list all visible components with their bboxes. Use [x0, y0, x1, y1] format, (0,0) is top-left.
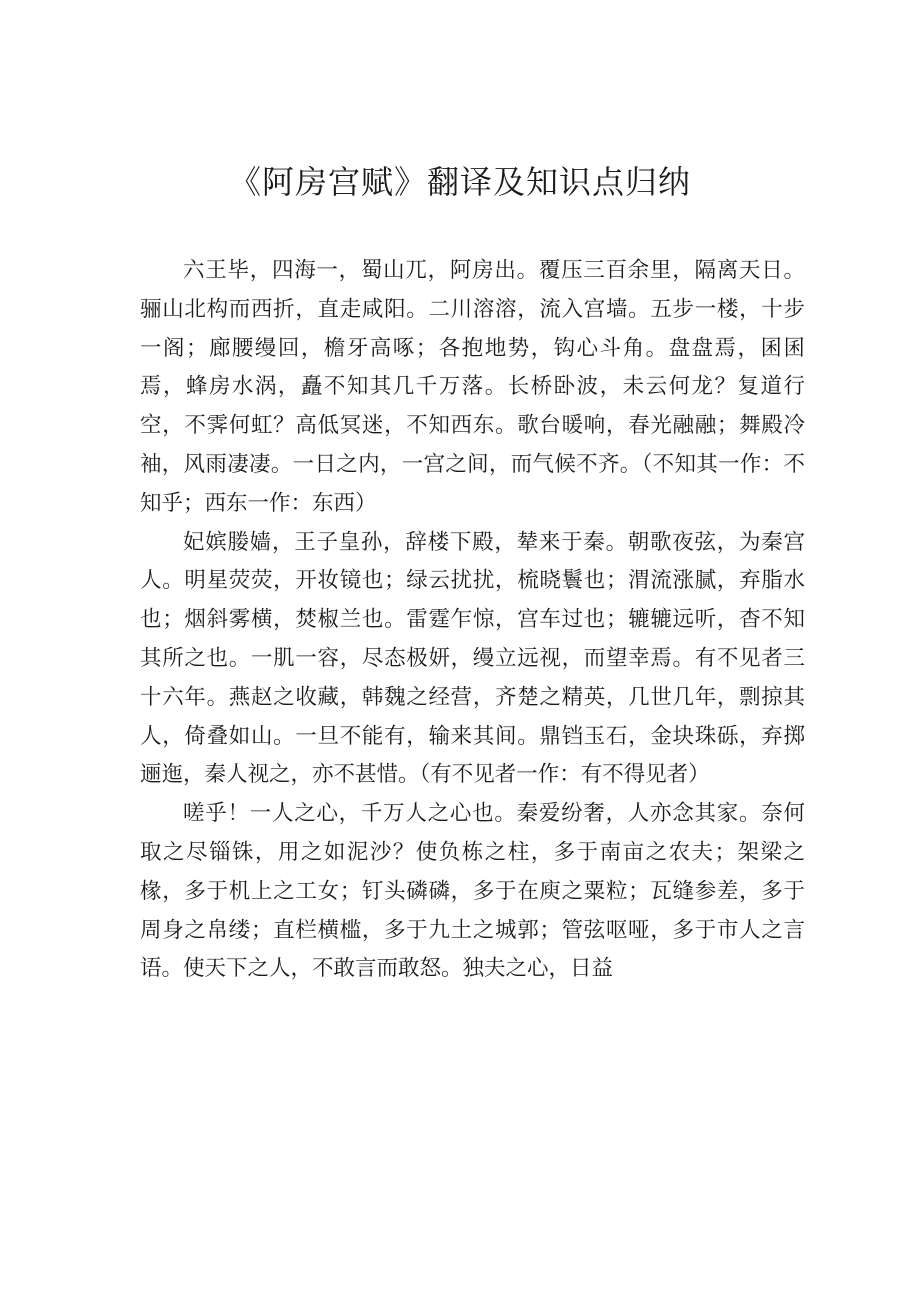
paragraph-1: 六王毕，四海一，蜀山兀，阿房出。覆压三百余里，隔离天日。骊山北构而西折，直走咸阳。二川溶溶，流入宫墙。五步一楼，十步一阁；廊腰缦回，檐牙高啄；各抱地势，钩心斗角。盘盘焉，囷囷焉，蜂房水涡，矗不知其几千万落。长桥卧波，未云何龙？复道行空，不霁何虹？高低冥迷，不知西东。歌台暖响，春光融融；舞殿冷袖，风雨凄凄。一日之内，一宫之间，而气候不齐。（不知其一作：不知乎；西东一作：东西）	[140, 258, 805, 516]
document-body	[140, 252, 805, 989]
document-title: 《阿房宫赋》翻译及知识点归纳	[228, 163, 691, 201]
paragraph-3: 嗟乎！一人之心，千万人之心也。秦爱纷奢，人亦念其家。奈何取之尽锱铢，用之如泥沙？使负栋之柱，多于南亩之农夫；架梁之椽，多于机上之工女；钉头磷磷，多于在庾之粟粒；瓦缝参差，多于周身之帛缕；直栏横槛，多于九土之城郭；管弦呕哑，多于市人之言语。使天下之人，不敢言而敢怒。独夫之心，日益	[140, 801, 805, 982]
paragraph-2: 妃嫔媵嫱，王子皇孙，辞楼下殿，辇来于秦。朝歌夜弦，为秦宫人。明星荧荧，开妆镜也；绿云扰扰，梳晓鬟也；渭流涨腻，弃脂水也；烟斜雾横，焚椒兰也。雷霆乍惊，宫车过也；辘辘远听，杳不知其所之也。一肌一容，尽态极妍，缦立远视，而望幸焉。有不见者三十六年。燕赵之收藏，韩魏之经营，齐楚之精英，几世几年，剽掠其人，倚叠如山。一旦不能有，输来其间。鼎铛玉石，金块珠砾，弃掷逦迤，秦人视之，亦不甚惜。（有不见者一作：有不得见者）	[140, 529, 805, 788]
